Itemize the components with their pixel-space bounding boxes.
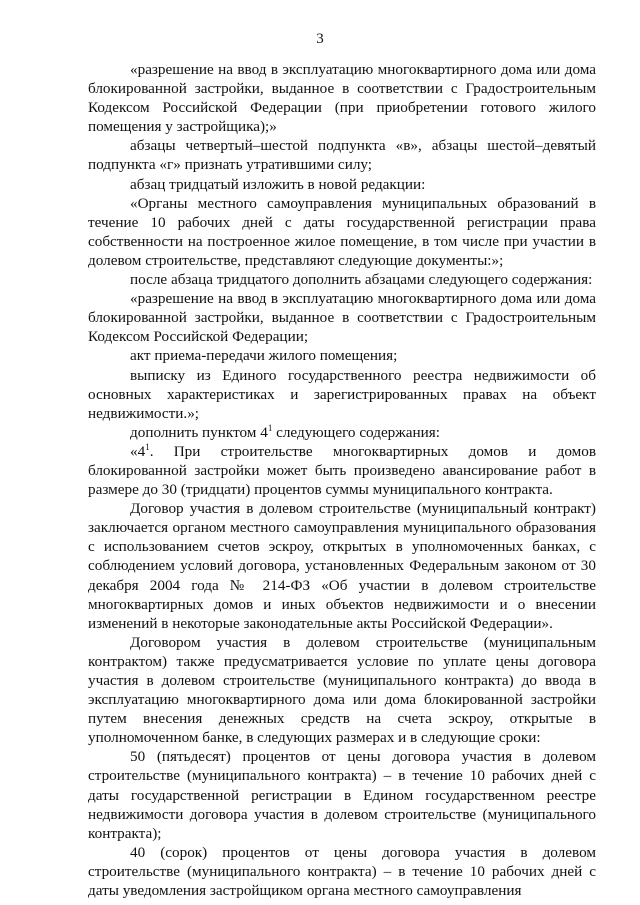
paragraph-add-after-thirtieth: после абзаца тридцатого дополнить абзацами следующего содержания: [130, 271, 593, 289]
superscript-one: 1 [267, 422, 273, 433]
paragraph-invalidate-subclauses: абзацы четвертый–шестой подпункта «в», абзацы шестой–девятый подпункта «г» признать утратившими силу; [88, 137, 596, 174]
paragraph-escrow-contract: Договор участия в долевом строительстве (муниципальный контракт) заключается органом местного самоуправления муниципального образования с использованием счетов эскроу, открытых в уполномоченных банках, с соблюдением условий договора, установленных Федеральным законом от 30 декабря 2004 года № 214-ФЗ «Об участии в долевом строительстве многоквартирных домов и иных объектов недвижимости и о внесении изменений в некоторые законодательные акты Российской Федерации». [88, 500, 596, 632]
paragraph-forty-percent: 40 (сорок) процентов от цены договора участия в долевом строительстве (муниципального контракта) – в течение 10 рабочих дней с даты уведомления застройщиком органа местного самоуправления [88, 843, 596, 900]
page-number: 3 [316, 31, 324, 47]
paragraph-clause-advance-payment [88, 442, 596, 499]
superscript-one: 1 [145, 441, 150, 452]
paragraph-thirtieth-new-wording: абзац тридцатый изложить в новой редакции: [130, 175, 426, 193]
paragraph-transfer-act: акт приема-передачи жилого помещения; [130, 347, 398, 365]
paragraph-fifty-percent: 50 (пятьдесят) процентов от цены договора участия в долевом строительстве (муниципального контракта) – в течение 10 рабочих дней с даты государственной регистрации в Едином государственном реестре недвижимости договора участия в долевом строительстве (муниципального контракта); [88, 748, 596, 842]
paragraph-permit-list-item: «разрешение на ввод в эксплуатацию многоквартирного дома или дома блокированной застройки, выданное в соответствии с Градостроительным Кодексом Российской Федерации; [88, 290, 596, 346]
paragraph-registry-extract: выписку из Единого государственного реестра недвижимости об основных характеристиках и зарегистрированных правах на объект недвижимости.»; [88, 366, 596, 422]
paragraph-local-authorities-quote: «Органы местного самоуправления муниципальных образований в течение 10 рабочих дней с даты государственной регистрации права собственности на построенное жилое помещение, в том числе при участии в долевом строительстве, представляют следующие документы:»; [88, 194, 596, 269]
paragraph-add-clause [88, 423, 596, 442]
paragraph-add-clause-after: следующего содержания: [272, 423, 440, 441]
paragraph-add-clause-before: дополнить пунктом 4 [130, 423, 268, 441]
clause-number-prefix: «4 [130, 442, 146, 460]
clause-advance-text: . При строительстве многоквартирных домов и домов блокированной застройки может быть произведено авансирование работ в размере до 30 (тридцати) процентов суммы муниципального контракта. [88, 442, 596, 499]
paragraph-payment-condition: Договором участия в долевом строительстве (муниципальным контрактом) также предусматривается условие по уплате цены договора участия в долевом строительстве (муниципального контракта) до ввода в эксплуатацию многоквартирного дома или дома блокированной застройки путем внесения денежных средств на счета эскроу, открытые в уполномоченном банке, в следующих размерах и в следующие сроки: [88, 633, 596, 747]
paragraph-permit-quote: «разрешение на ввод в эксплуатацию многоквартирного дома или дома блокированной застройки, выданное в соответствии с Градостроительным Кодексом Российской Федерации (при приобретении готового жилого помещения у застройщика);» [88, 61, 596, 136]
document-body [88, 60, 596, 900]
